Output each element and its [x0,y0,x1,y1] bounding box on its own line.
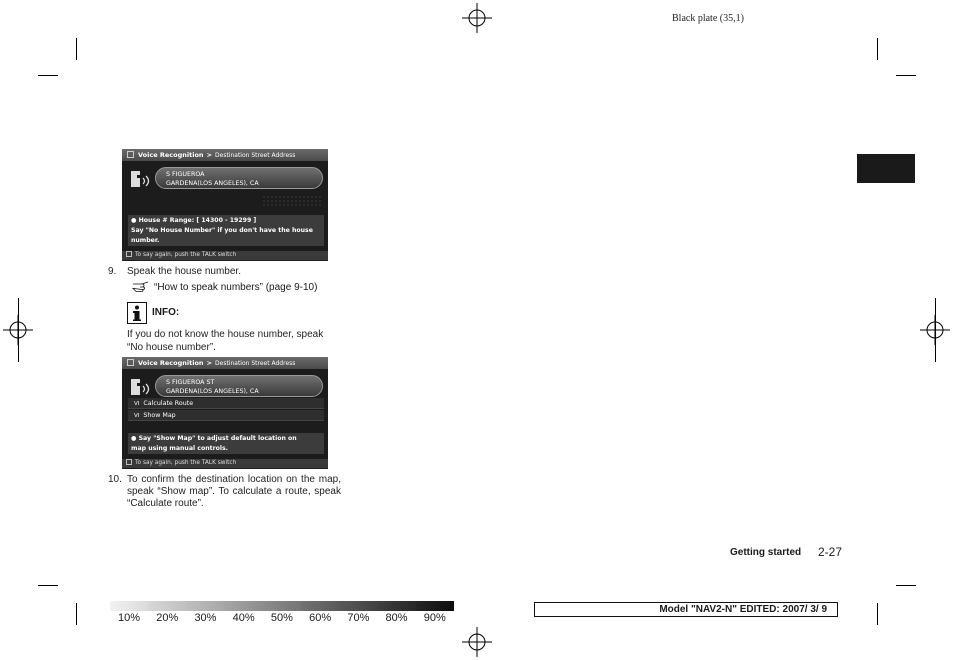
footer-hint: To say again, push the TALK switch [135,460,237,466]
menu-icon [127,151,134,158]
voice-command-icon: VI [134,413,140,419]
gray-label: 60% [309,612,332,624]
menu-icon [127,359,134,366]
gray-swatch [416,601,455,611]
info-icon: ● [131,217,139,224]
info-label: INFO: [152,307,180,318]
step-text: Speak the house number. [127,266,241,277]
talk-icon [126,251,132,257]
gray-label: 40% [232,612,255,624]
screen-title: Voice Recognition [138,359,204,367]
crop-mark [76,603,77,625]
crop-mark [76,38,77,60]
menu-item-label: Calculate Route [143,400,194,407]
gray-label: 30% [194,612,217,624]
gray-swatch [225,601,264,611]
gray-label: 90% [423,612,446,624]
screen-title: Voice Recognition [138,151,204,159]
nav-screen-confirm [122,357,328,469]
crop-mark [896,585,916,586]
footer-hint: To say again, push the TALK switch [135,252,237,258]
crop-mark [896,75,916,76]
voice-prompt-message [128,433,324,454]
registration-mark-icon [462,3,492,33]
city-name: GARDENA(LOS ANGELES), CA [166,180,259,187]
gray-label: 70% [347,612,370,624]
city-name: GARDENA(LOS ANGELES), CA [166,388,259,395]
model-edit-box: Model "NAV2-N" EDITED: 2007/ 3/ 9 [534,602,838,617]
info-icon [127,302,147,324]
gray-label: 80% [385,612,408,624]
screen-title-bar [122,357,328,369]
menu-item-label: Show Map [143,412,176,419]
prompt-line: map using manual controls. [131,445,229,452]
screen-pattern [262,195,322,207]
info-text: If you do not know the house number, speak “No house number”. [127,329,324,353]
page-number: 2-27 [818,545,843,559]
gray-swatch [301,601,340,611]
step-text: To confirm the destination location on the map, speak “Show map”. To calculate a route, speak “Calculate route”. [127,474,341,509]
plate-label: Black plate (35,1) [672,13,744,24]
step-number: 10. [108,474,122,485]
screen-title-bar [122,149,328,161]
gray-swatch [339,601,378,611]
gray-label: 50% [270,612,293,624]
page-reference [132,280,317,294]
crop-mark [38,75,58,76]
reference-text: “How to speak numbers” (page 9-10) [154,282,318,293]
gray-swatch [148,601,187,611]
street-name: S FIGUEROA ST [166,379,215,386]
crop-mark [877,38,878,60]
speaker-icon [128,376,150,398]
gray-swatch [110,601,149,611]
address-display [155,375,323,397]
screen-subtitle: Destination Street Address [215,360,296,367]
registration-mark-icon [462,627,492,657]
voice-prompt-message [128,215,324,246]
info-icon: ● [131,435,139,442]
prompt-line: Say "Show Map" to adjust default location on [138,435,297,442]
gray-label: 20% [156,612,179,624]
crop-mark [877,603,878,625]
registration-mark-icon [920,315,950,345]
menu-item-show-map[interactable] [128,410,324,421]
house-range-text: House # Range: [ 14300 - 19299 ] [138,217,257,224]
breadcrumb-separator: > [206,359,213,367]
gray-label: 10% [118,612,141,624]
prompt-line: number. [131,237,160,244]
section-name: Getting started [730,547,802,558]
screen-footer [122,251,328,260]
street-name: S FIGUEROA [166,171,205,178]
breadcrumb-separator: > [206,151,213,159]
nav-screen-house-number [122,149,328,261]
grayscale-bar [110,601,454,611]
speaker-icon [128,168,150,190]
screen-subtitle: Destination Street Address [215,152,296,159]
gray-swatch [263,601,302,611]
voice-command-icon: VI [134,401,140,407]
chapter-tab [857,154,915,183]
address-display [155,167,323,189]
talk-icon [126,459,132,465]
registration-mark-icon [3,315,33,345]
crop-mark [38,585,58,586]
step-number: 9. [108,266,117,277]
prompt-line: Say "No House Number" if you don't have the house [131,227,313,234]
pointing-hand-icon [132,280,150,292]
screen-footer [122,459,328,468]
menu-item-calculate-route[interactable] [128,398,324,409]
gray-swatch [186,601,225,611]
gray-swatch [378,601,417,611]
